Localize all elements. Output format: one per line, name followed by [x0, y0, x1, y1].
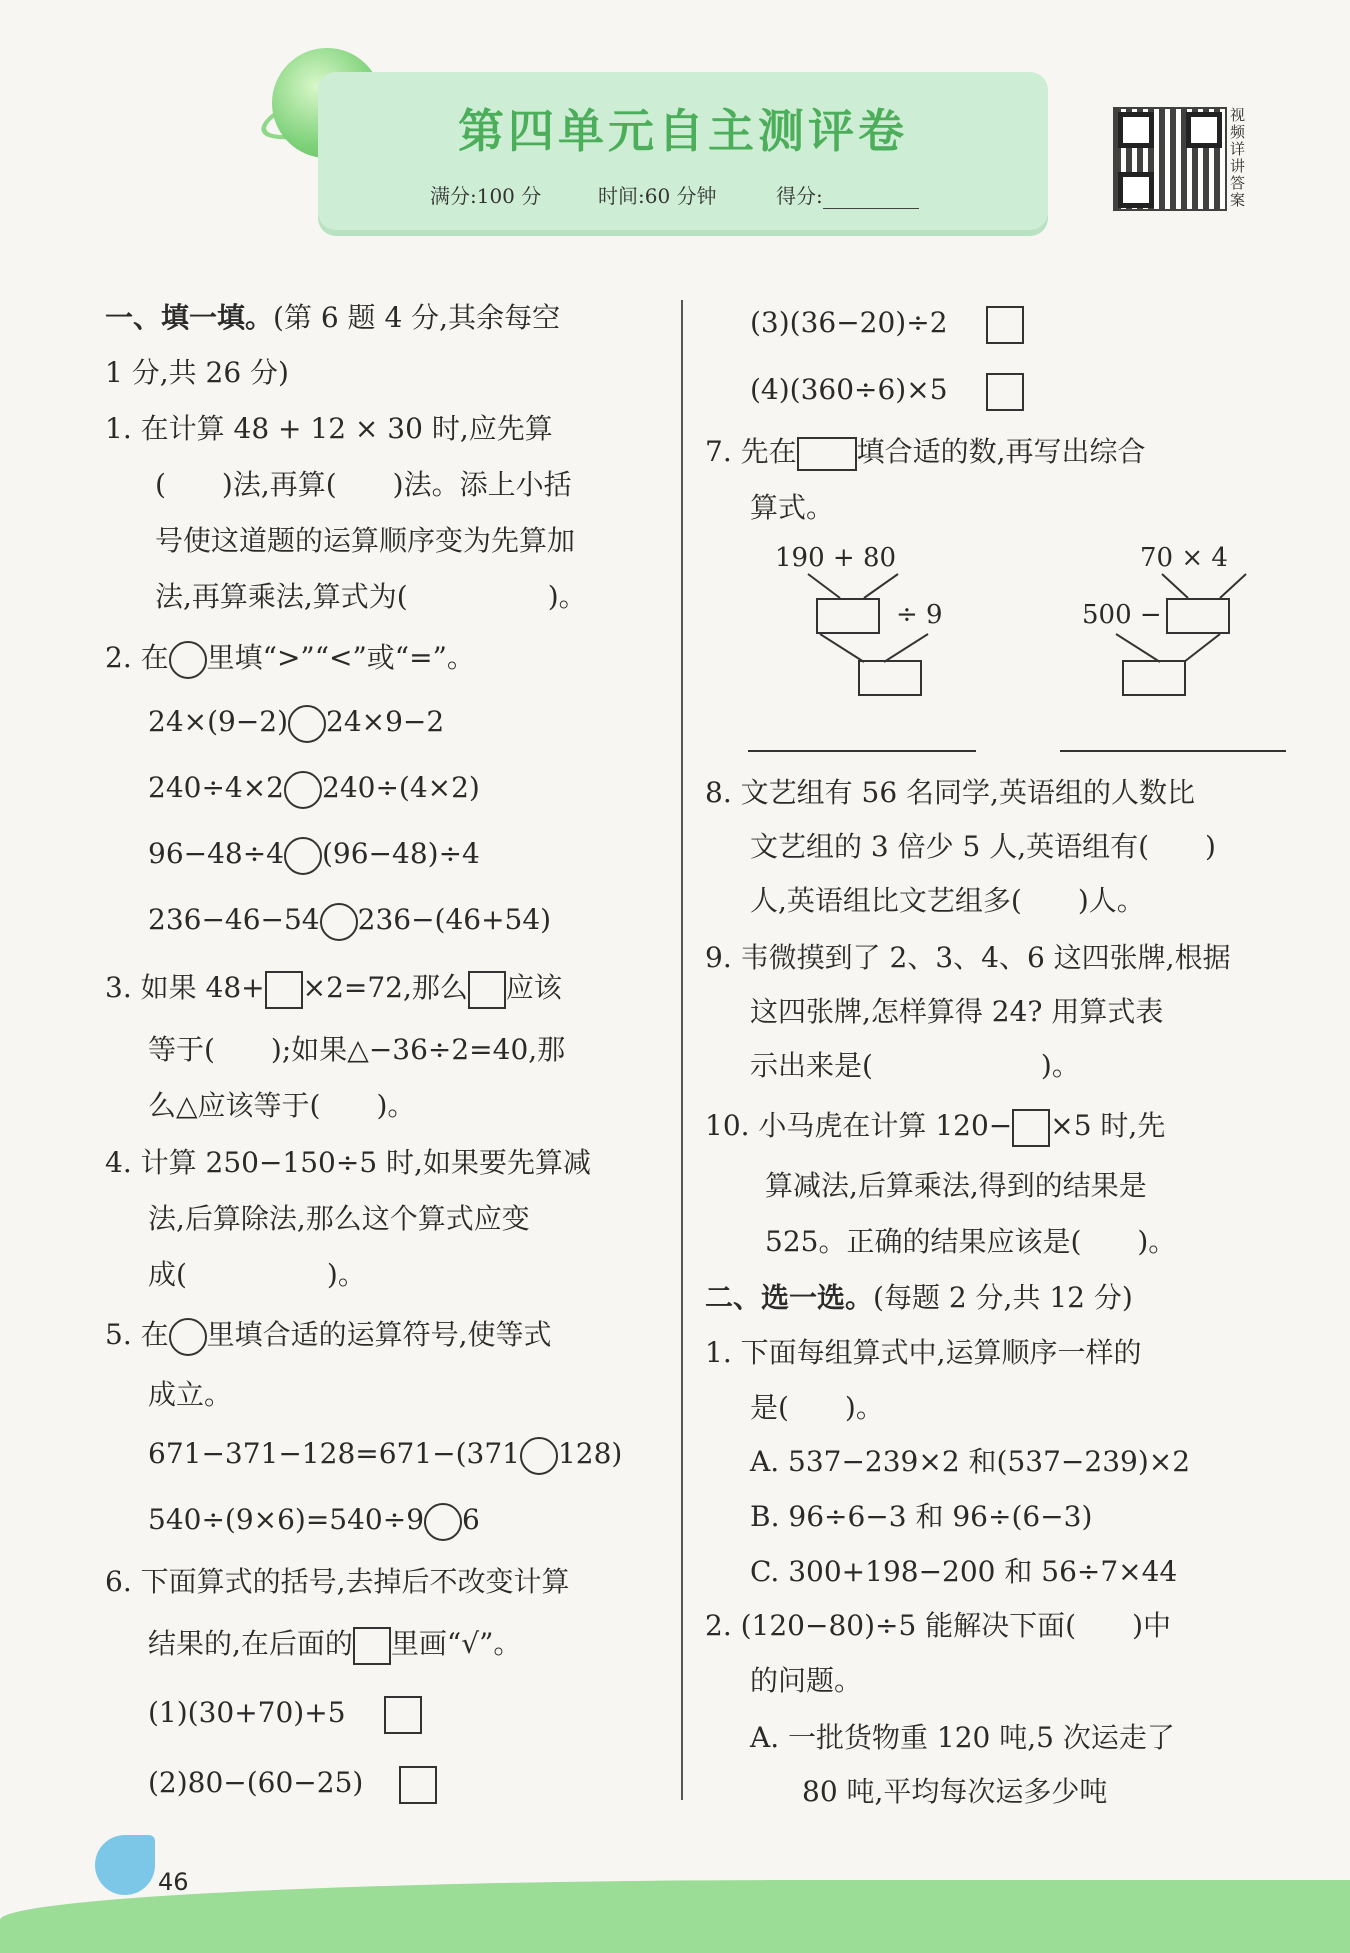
dolphin-icon	[95, 1835, 155, 1895]
q10-text: ×5 时,先	[1050, 1109, 1166, 1142]
answer-box	[468, 971, 506, 1009]
q10-line	[705, 1108, 1165, 1147]
q2-row	[148, 836, 480, 875]
q9-line: 示出来是( )。	[750, 1049, 1080, 1082]
q10-text: 10. 小马虎在计算 120−	[705, 1109, 1013, 1142]
q2-prefix: 2. 在	[105, 641, 169, 674]
footer-wave	[0, 1880, 1350, 1953]
q6-expr: (3)(36−20)÷2	[750, 306, 948, 339]
answer-line[interactable]	[1060, 750, 1286, 752]
column-divider	[681, 300, 683, 1800]
answer-box[interactable]	[1122, 660, 1186, 696]
section2-note: (每题 2 分,共 12 分)	[873, 1281, 1133, 1314]
c2-line: 的问题。	[750, 1664, 863, 1697]
answer-line[interactable]	[748, 750, 976, 752]
answer-box	[797, 437, 857, 471]
qr-corner-icon	[1118, 172, 1154, 208]
q2-text: 里填“>”“<”或“=”。	[206, 641, 475, 674]
q2-row	[148, 902, 551, 941]
expr-left: 96−48÷4	[148, 837, 284, 870]
q7-left-top: 190 + 80	[775, 543, 897, 573]
page-number: 46	[158, 1868, 189, 1896]
section1-note: (第 6 题 4 分,其余每空	[273, 301, 561, 334]
q6-item	[148, 1765, 437, 1804]
option-a[interactable]: A. 一批货物重 120 吨,5 次运走了	[750, 1721, 1175, 1754]
q7-right-mid: 500 −	[1082, 600, 1162, 630]
section2-heading	[705, 1280, 1133, 1316]
q6-text: 里画“√”。	[390, 1627, 522, 1660]
option-c[interactable]: C. 300+198−200 和 56÷7×44	[750, 1555, 1178, 1588]
score-blank	[823, 188, 919, 209]
q7-line: 算式。	[750, 491, 835, 524]
q7-text: 填合适的数,再写出综合	[856, 435, 1146, 468]
expr-left: 24×(9−2)	[148, 705, 289, 738]
q1-line: ( )法,再算( )法。添上小括	[155, 468, 572, 501]
q5-text: 5. 在	[105, 1318, 169, 1351]
expr-right: 6	[462, 1503, 480, 1536]
q6-item	[148, 1695, 422, 1734]
expr-right: 24×9−2	[326, 705, 445, 738]
q3-line	[105, 970, 562, 1009]
q4-line: 法,后算除法,那么这个算式应变	[148, 1202, 530, 1235]
answer-box[interactable]	[265, 971, 303, 1009]
q6-expr: (4)(360÷6)×5	[750, 373, 948, 406]
q3-line: 么△应该等于( )。	[148, 1089, 416, 1122]
expr-right: 128)	[557, 1437, 623, 1470]
q6-expr: (2)80−(60−25)	[148, 1766, 364, 1799]
circle-blank	[169, 1318, 207, 1356]
option-a-cont: 80 吨,平均每次运多少吨	[802, 1775, 1108, 1808]
answer-box[interactable]	[1166, 598, 1230, 634]
c2-line: 2. (120−80)÷5 能解决下面( )中	[705, 1609, 1172, 1642]
qr-caption: 视频详讲答案	[1230, 106, 1246, 209]
section1-note-cont: 1 分,共 26 分)	[105, 356, 289, 389]
q9-line: 这四张牌,怎样算得 24? 用算式表	[750, 995, 1164, 1028]
q1-line: 法,再算乘法,算式为( )。	[155, 580, 587, 613]
c1-line: 1. 下面每组算式中,运算顺序一样的	[705, 1336, 1142, 1369]
q7-line	[705, 434, 1146, 471]
expr-right: (96−48)÷4	[322, 837, 480, 870]
compare-circle[interactable]	[288, 705, 326, 743]
q7-text: 7. 先在	[705, 435, 797, 468]
option-b[interactable]: B. 96÷6−3 和 96÷(6−3)	[750, 1500, 1093, 1533]
q2-row	[148, 770, 480, 809]
q7-left-mid: ÷ 9	[896, 600, 943, 630]
check-box[interactable]	[384, 1696, 422, 1734]
expr-left: 671−371−128=671−(371	[148, 1437, 520, 1470]
section1-heading	[105, 300, 560, 336]
operator-circle[interactable]	[424, 1503, 462, 1541]
q5-line	[105, 1317, 552, 1356]
circle-blank	[169, 641, 207, 679]
answer-box	[353, 1627, 391, 1665]
score-label: 得分:	[776, 184, 823, 208]
section2-title: 二、选一选。	[705, 1281, 874, 1314]
expr-right: 236−(46+54)	[357, 903, 552, 936]
q6-line	[148, 1626, 521, 1665]
q6-line: 6. 下面算式的括号,去掉后不改变计算	[105, 1565, 570, 1598]
q9-line: 9. 韦微摸到了 2、3、4、6 这四张牌,根据	[705, 941, 1231, 974]
compare-circle[interactable]	[320, 903, 358, 941]
q8-line: 8. 文艺组有 56 名同学,英语组的人数比	[705, 776, 1195, 809]
q5-row	[148, 1436, 622, 1475]
full-score: 满分:100 分	[430, 184, 542, 208]
q8-line: 人,英语组比文艺组多( )人。	[750, 884, 1145, 917]
q7-right-top: 70 × 4	[1140, 543, 1228, 573]
check-box[interactable]	[986, 373, 1024, 411]
q5-line: 成立。	[148, 1378, 233, 1411]
operator-circle[interactable]	[520, 1437, 558, 1475]
q1-line: 1. 在计算 48 + 12 × 30 时,应先算	[105, 412, 553, 445]
page-title: 第四单元自主测评卷	[458, 104, 908, 158]
answer-box[interactable]	[858, 660, 922, 696]
expr-left: 236−46−54	[148, 903, 320, 936]
q5-row	[148, 1502, 480, 1541]
q6-item	[750, 305, 1024, 344]
q8-line: 文艺组的 3 倍少 5 人,英语组有( )	[750, 830, 1216, 863]
q6-expr: (1)(30+70)+5	[148, 1696, 346, 1729]
compare-circle[interactable]	[284, 837, 322, 875]
answer-box	[1012, 1109, 1050, 1147]
option-a[interactable]: A. 537−239×2 和(537−239)×2	[750, 1445, 1191, 1478]
answer-box[interactable]	[816, 598, 880, 634]
section1-title: 一、填一填。	[105, 301, 274, 334]
score-field	[776, 180, 919, 209]
qr-corner-icon	[1118, 112, 1154, 148]
q10-line: 525。正确的结果应该是( )。	[765, 1225, 1177, 1258]
check-box[interactable]	[986, 306, 1024, 344]
q2-line	[105, 640, 475, 679]
q6-item	[750, 372, 1024, 411]
q1-line: 号使这道题的运算顺序变为先算加	[155, 524, 576, 557]
qr-corner-icon	[1186, 112, 1222, 148]
q4-line: 成( )。	[148, 1258, 366, 1291]
expr-right: 240÷(4×2)	[322, 771, 480, 804]
expr-left: 540÷(9×6)=540÷9	[148, 1503, 425, 1536]
q3-text: ×2=72,那么	[302, 971, 468, 1004]
q3-line: 等于( );如果△−36÷2=40,那	[148, 1033, 566, 1066]
time-limit: 时间:60 分钟	[598, 184, 717, 208]
q3-text: 3. 如果 48+	[105, 971, 265, 1004]
q10-line: 算减法,后算乘法,得到的结果是	[765, 1169, 1147, 1202]
q6-text: 结果的,在后面的	[148, 1627, 353, 1660]
compare-circle[interactable]	[284, 771, 322, 809]
q3-text: 应该	[505, 971, 562, 1004]
expr-left: 240÷4×2	[148, 771, 284, 804]
q2-row	[148, 704, 444, 743]
c1-line: 是( )。	[750, 1391, 884, 1424]
q5-text: 里填合适的运算符号,使等式	[206, 1318, 552, 1351]
check-box[interactable]	[399, 1766, 437, 1804]
q4-line: 4. 计算 250−150÷5 时,如果要先算减	[105, 1146, 591, 1179]
